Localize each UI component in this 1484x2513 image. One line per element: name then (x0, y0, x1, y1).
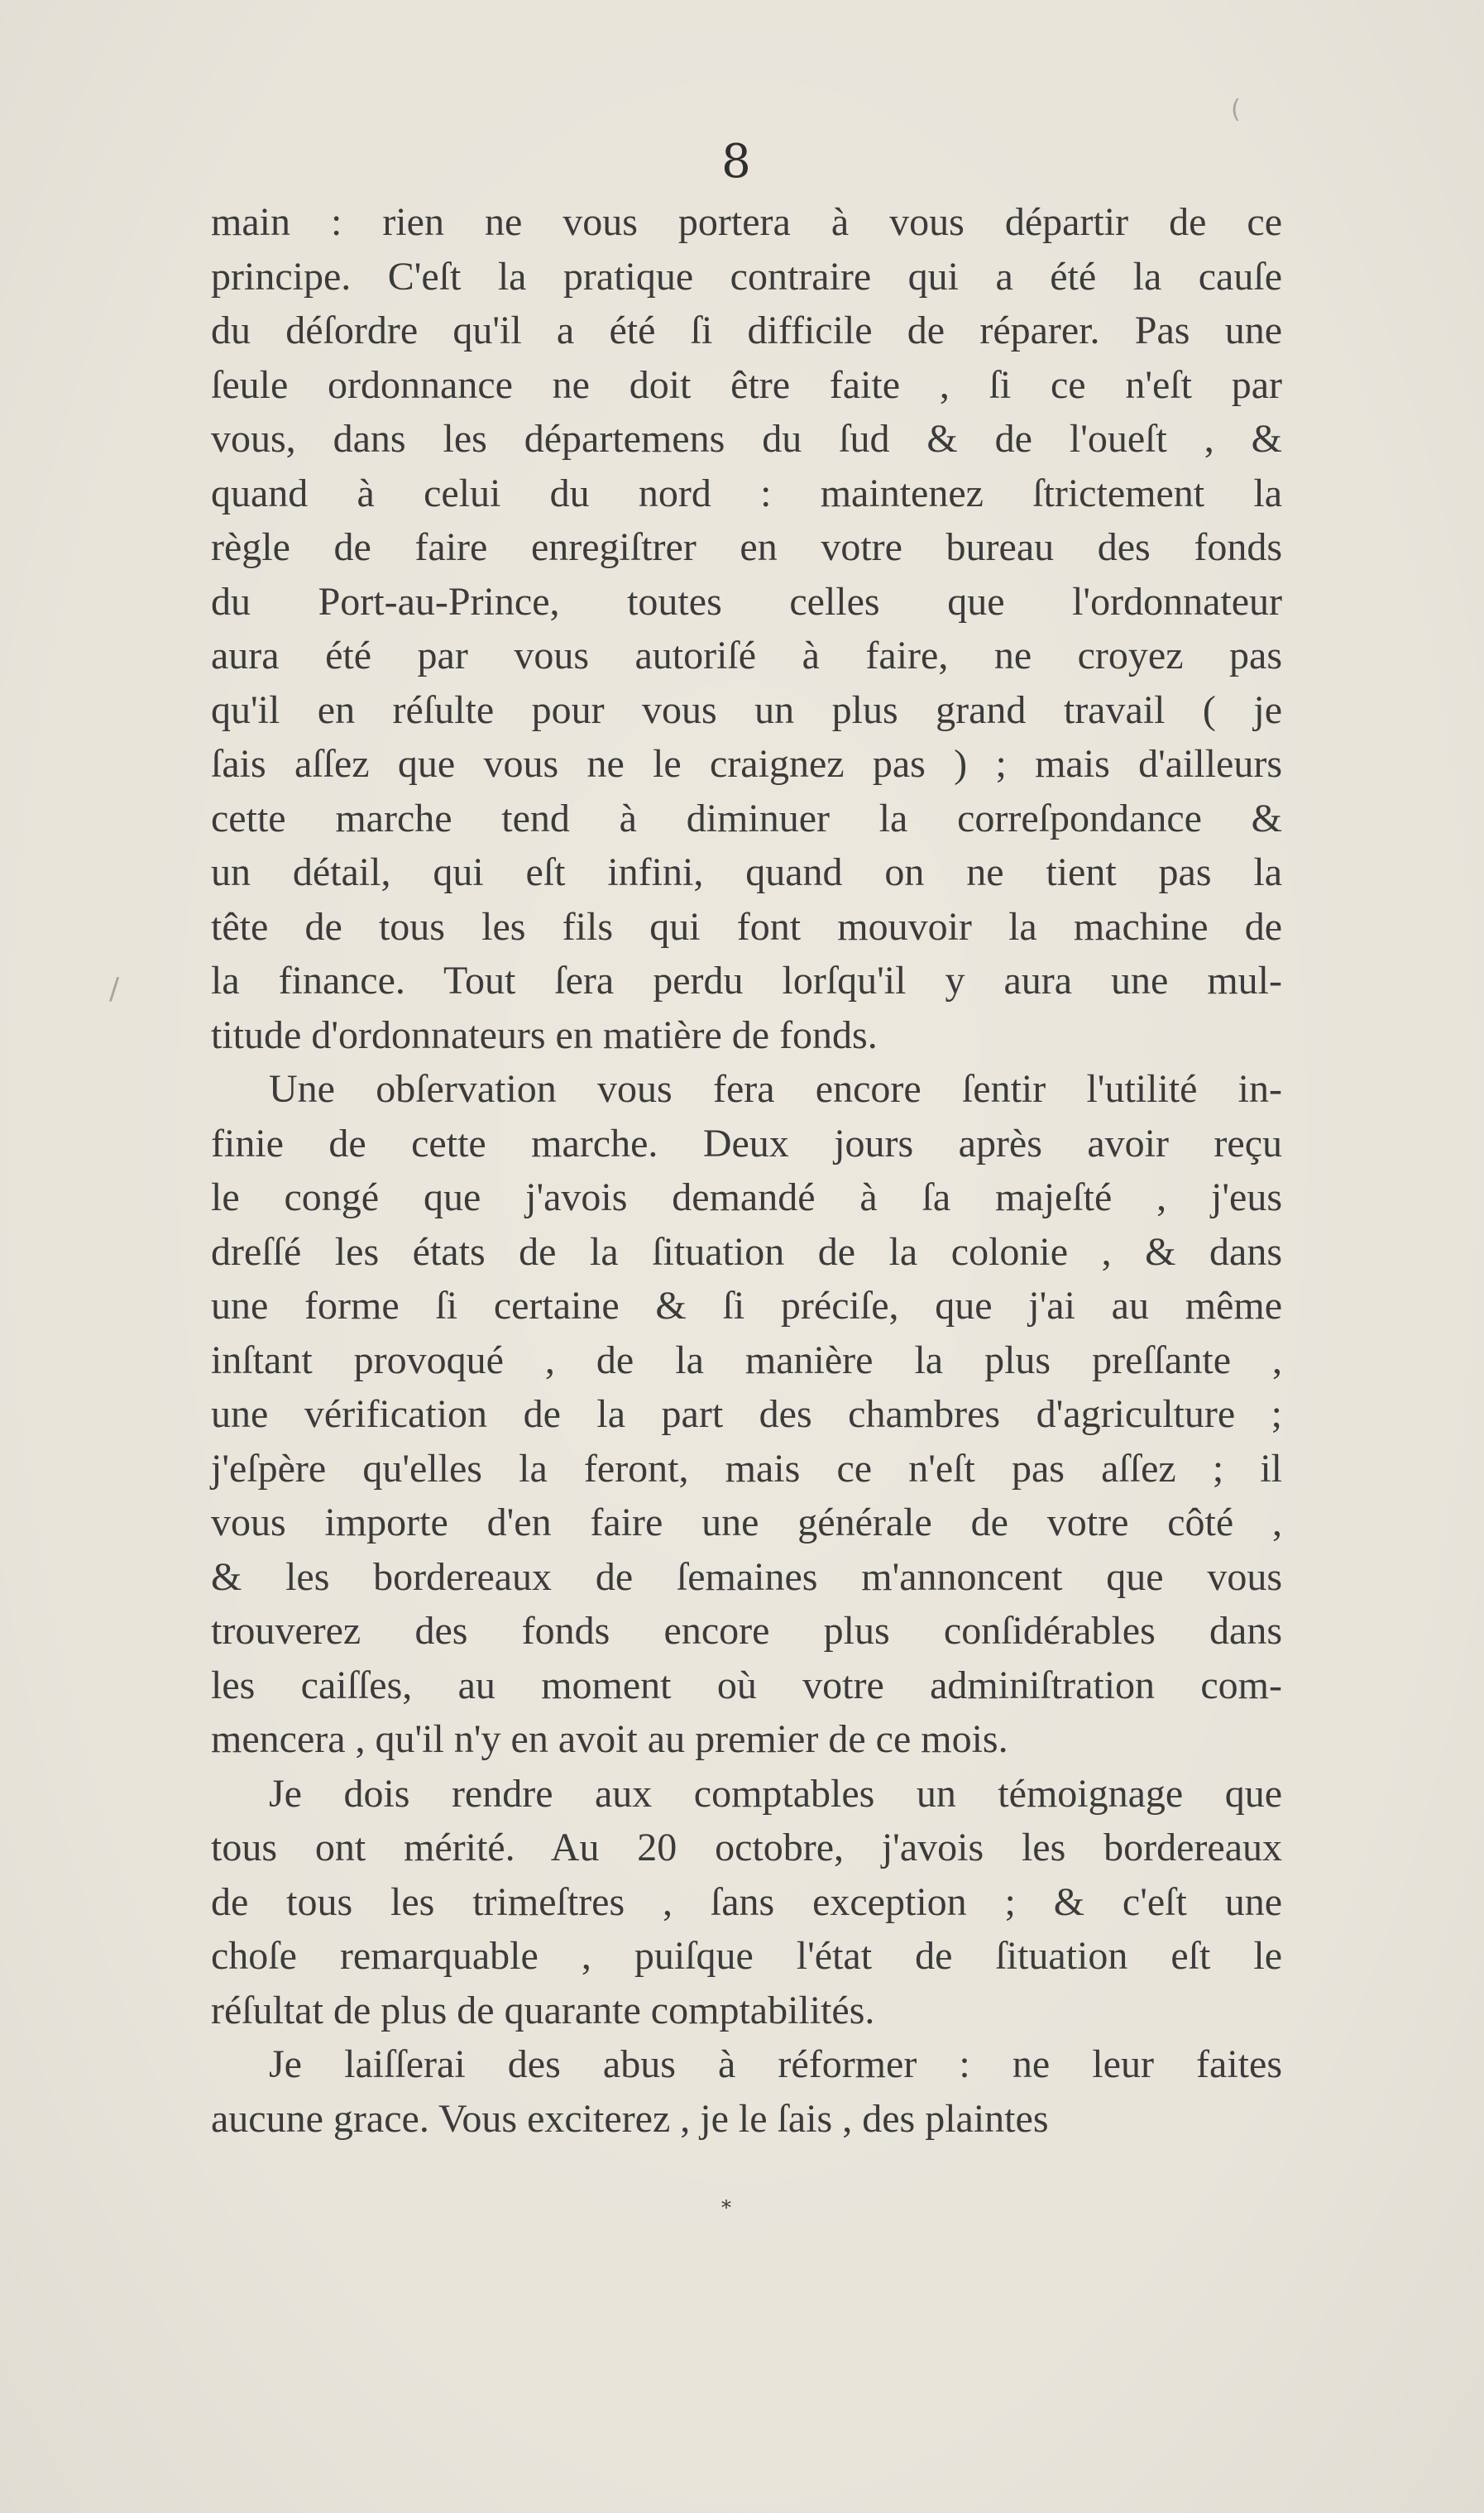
text-line: Je dois rendre aux comptables un témoignage que (269, 1771, 1282, 1816)
text-line: un détail, qui eſt infini, quand on ne tient pas la (211, 850, 1282, 894)
text-line: inſtant provoqué , de la manière la plus preſſante , (211, 1338, 1282, 1382)
paragraph (211, 1767, 1282, 2038)
text-line: vous importe d'en faire une générale de votre côté , (211, 1501, 1282, 1544)
paragraph (211, 1062, 1282, 1767)
text-line: mencera , qu'il n'y en avoit au premier de ce mois. (211, 1717, 1008, 1761)
text-line: tous ont mérité. Au 20 octobre, j'avois les bordereaux (211, 1826, 1282, 1869)
body-text (211, 195, 1282, 2146)
text-line: aura été par vous autoriſé à faire, ne croyez pas (211, 634, 1282, 677)
text-line: dreſſé les états de la ſituation de la colonie , & dans (211, 1229, 1282, 1274)
text-line: vous, dans les départemens du ſud & de l'oueſt , & (211, 417, 1282, 461)
text-line: les caiſſes, au moment où votre adminiſtration com- (211, 1663, 1282, 1707)
text-line: aucune grace. Vous exciterez , je le ſais , des plaintes (211, 2096, 1049, 2141)
text-line: une forme ſi certaine & ſi préciſe, que j'ai au même (211, 1284, 1282, 1328)
text-line: ſeule ordonnance ne doit être faite , ſi ce n'eſt par (211, 362, 1282, 407)
text-line: titude d'ordonnateurs en matière de fonds. (211, 1012, 878, 1057)
text-line: règle de faire enregiſtrer en votre bureau des fonds (211, 525, 1282, 569)
text-line: Une obſervation vous fera encore ſentir l'utilité in- (269, 1067, 1282, 1111)
text-line: du déſordre qu'il a été ſi difficile de réparer. Pas une (211, 309, 1282, 352)
page-number: 8 (721, 135, 751, 189)
text-line: principe. C'eſt la pratique contraire qui a été la cauſe (211, 254, 1282, 299)
text-line: finie de cette marche. Deux jours après avoir reçu (211, 1121, 1282, 1166)
paragraph (211, 2037, 1282, 2146)
text-line: qu'il en réſulte pour vous un plus grand travail ( je (211, 687, 1282, 732)
text-line: le congé que j'avois demandé à ſa majeſté , j'eus (211, 1175, 1282, 1219)
text-line: cette marche tend à diminuer la correſpondance & (211, 796, 1282, 840)
footer-mark: * (721, 2196, 731, 2219)
paragraph (211, 195, 1282, 1062)
text-line: quand à celui du nord : maintenez ſtrictement la (211, 471, 1282, 515)
text-line: tête de tous les fils qui font mouvoir la machine de (211, 904, 1282, 949)
text-line: choſe remarquable , puiſque l'état de ſituation eſt le (211, 1934, 1282, 1978)
margin-tick: ( (1231, 95, 1241, 124)
text-line: de tous les trimeſtres , ſans exception ; & c'eſt une (211, 1879, 1282, 1924)
text-line: réſultat de plus de quarante comptabilités. (211, 1988, 875, 2032)
text-line: & les bordereaux de ſemaines m'annoncent que vous (211, 1554, 1282, 1599)
text-line: Je laiſſerai des abus à réformer : ne leur faites (269, 2042, 1282, 2086)
text-line: j'eſpère qu'elles la feront, mais ce n'eſt pas aſſez ; il (211, 1446, 1282, 1491)
text-line: ſais aſſez que vous ne le craignez pas ) ; mais d'ailleurs (211, 742, 1282, 786)
text-line: du Port-au-Prince, toutes celles que l'ordonnateur (211, 579, 1282, 624)
text-line: la finance. Tout ſera perdu lorſqu'il y aura une mul- (211, 959, 1282, 1003)
text-line: main : rien ne vous portera à vous départir de ce (211, 200, 1282, 244)
margin-tick: / (109, 972, 120, 1006)
text-line: trouverez des fonds encore plus conſidérables dans (211, 1609, 1282, 1653)
text-line: une vérification de la part des chambres d'agriculture ; (211, 1392, 1282, 1436)
